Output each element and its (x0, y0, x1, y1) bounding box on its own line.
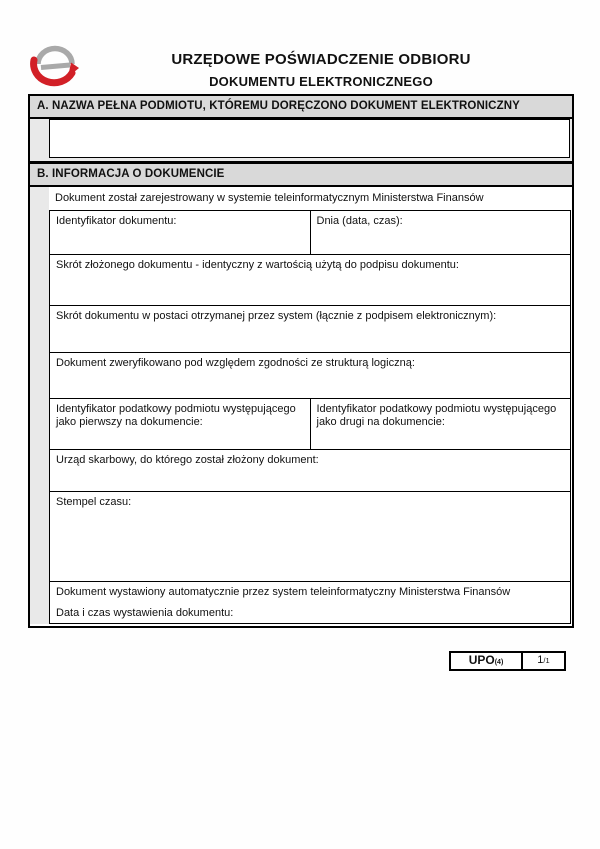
field-label: Stempel czasu: (56, 496, 132, 508)
field-stempel-czasu (50, 491, 570, 581)
field-id-podatkowy-pierwszy (50, 399, 310, 449)
field-id-podatkowy-drugi (310, 399, 571, 449)
document-header (0, 44, 600, 89)
section-b-side-gutter (30, 187, 49, 624)
field-label: Identyfikator podatkowy podmiotu występującego jako drugi na dokumencie: (316, 403, 557, 428)
field-row-identyfikator-dnia (50, 211, 570, 254)
registration-intro-text: Dokument został zarejestrowany w systemie teleinformatycznym Ministerstwa Finansów (55, 192, 484, 204)
form-code (451, 653, 523, 669)
field-label: Identyfikator podatkowy podmiotu występującego jako pierwszy na dokumencie: (56, 403, 296, 428)
form-code-version: (4) (494, 659, 504, 666)
page-title: URZĘDOWE POŚWIADCZENIE ODBIORU (171, 51, 471, 68)
field-label: Skrót złożonego dokumentu - identyczny z wartością użytą do podpisu dokumentu: (56, 259, 459, 271)
section-a (28, 94, 574, 163)
section-a-content (30, 119, 572, 161)
section-a-name-input-box[interactable] (49, 119, 570, 158)
page-number-total: /1 (543, 656, 550, 665)
field-identyfikator-dokumentu (50, 211, 310, 254)
field-urzad-skarbowy (50, 449, 570, 491)
form-code-text: UPO (468, 653, 495, 667)
section-a-header: A. NAZWA PEŁNA PODMIOTU, KTÓREMU DORĘCZONO DOKUMENT ELEKTRONICZNY (30, 96, 572, 119)
auto-issue-note: Dokument wystawiony automatycznie przez system teleinformatyczny Ministerstwa Finansów (56, 586, 511, 598)
section-b-header: B. INFORMACJA O DOKUMENCIE (30, 164, 572, 187)
page-subtitle: DOKUMENTU ELEKTRONICZNEGO (209, 74, 433, 89)
field-label: Dnia (data, czas): (316, 215, 403, 227)
auto-issue-note-row (50, 581, 570, 623)
form-code-badge (449, 651, 566, 671)
field-label: Dokument zweryfikowano pod względem zgodności ze strukturą logiczną: (56, 357, 415, 369)
field-dnia-data-czas (310, 211, 571, 254)
field-weryfikacja-struktury (50, 352, 570, 398)
field-skrot-zlozonego-dokumentu (50, 254, 570, 305)
e-deklaracje-logo-icon (30, 44, 80, 91)
document-info-table (49, 210, 571, 624)
page-number-current: 1 (537, 654, 544, 666)
section-b-content (30, 187, 572, 624)
issue-date-label: Data i czas wystawienia dokumentu: (56, 607, 234, 619)
field-label: Skrót dokumentu w postaci otrzymanej przez system (łącznie z podpisem elektronicznym): (56, 310, 497, 322)
field-label: Urząd skarbowy, do którego został złożony dokument: (56, 454, 319, 466)
page-number (523, 653, 564, 669)
field-row-identyfikatory-podatkowe (50, 398, 570, 449)
field-label: Identyfikator dokumentu: (56, 215, 177, 227)
section-b (28, 162, 574, 628)
field-skrot-otrzymanego-dokumentu (50, 305, 570, 352)
